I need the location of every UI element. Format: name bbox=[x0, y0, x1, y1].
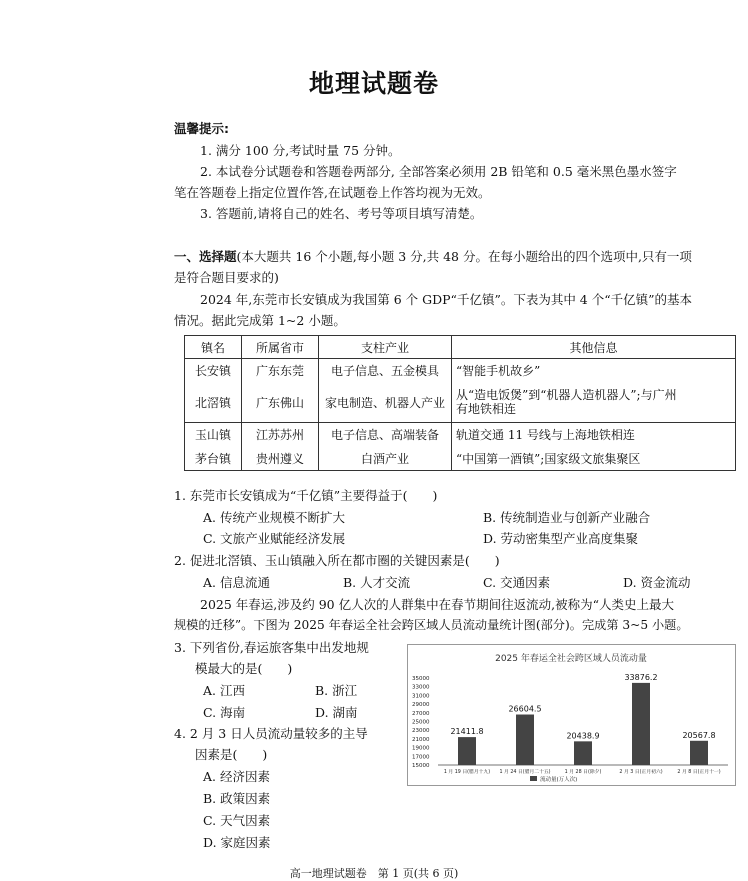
q1-stem: 1. 东莞市长安镇成为“千亿镇”主要得益于( ) bbox=[174, 488, 438, 503]
bar-value-label: 21411.8 bbox=[450, 727, 484, 737]
section-desc-1: (本大题共 16 个小题,每小题 3 分,共 48 分。在每小题给出的四个选项中,只有一项 bbox=[236, 249, 692, 264]
bar-value-label: 20567.8 bbox=[682, 730, 716, 740]
intro2-line-2: 规模的迁移”。下图为 2025 年春运全社会跨区域人员流动量统计图(部分)。完成第 3~5 小题。 bbox=[174, 618, 689, 632]
tips-heading: 温馨提示: bbox=[174, 121, 229, 136]
table-header-cell: 镇名 bbox=[185, 336, 242, 359]
q4-option-d[interactable]: D. 家庭因素 bbox=[203, 835, 271, 850]
table-cell: 广东东莞 bbox=[242, 359, 319, 383]
table-cell: 茅台镇 bbox=[185, 447, 242, 471]
q1-option-c[interactable]: C. 文旅产业赋能经济发展 bbox=[203, 531, 346, 546]
bar-value-label: 20438.9 bbox=[566, 731, 600, 741]
bar-value-label: 33876.2 bbox=[624, 672, 658, 682]
page-title: 地理试题卷 bbox=[308, 69, 439, 98]
table-cell: 长安镇 bbox=[185, 359, 242, 383]
section-heading-row bbox=[174, 247, 692, 265]
bar bbox=[458, 737, 476, 765]
tip-line-1: 1. 满分 100 分,考试时量 75 分钟。 bbox=[200, 143, 401, 158]
table-cell-line: 从“造电饭煲”到“机器人造机器人”;与广州 bbox=[456, 388, 677, 403]
q3-option-a[interactable]: A. 江西 bbox=[203, 683, 245, 698]
table-cell: “智能手机故乡” bbox=[452, 359, 736, 383]
q3-option-c[interactable]: C. 海南 bbox=[203, 705, 246, 720]
section-desc-2: 是符合题目要求的) bbox=[174, 270, 279, 285]
table-header-cell: 支柱产业 bbox=[319, 336, 452, 359]
table-row bbox=[185, 359, 736, 383]
tip-line-4: 3. 答题前,请将自己的姓名、考号等项目填写清楚。 bbox=[200, 206, 483, 221]
town-info-table bbox=[184, 335, 736, 471]
table-header-row bbox=[185, 336, 736, 359]
table-cell: 轨道交通 11 号线与上海地铁相连 bbox=[452, 423, 736, 447]
q4-option-c[interactable]: C. 天气因素 bbox=[203, 813, 271, 828]
intro1-line-1: 2024 年,东莞市长安镇成为我国第 6 个 GDP“千亿镇”。下表为其中 4 个“千亿镇”的基本 bbox=[200, 292, 693, 307]
q2-option-a[interactable]: A. 信息流通 bbox=[203, 575, 270, 590]
q4-stem-1: 4. 2 月 3 日人员流动量较多的主导 bbox=[174, 726, 368, 741]
tip-line-2: 2. 本试卷分试题卷和答题卷两部分, 全部答案必须用 2B 铅笔和 0.5 毫米黑色墨水签字 bbox=[200, 164, 677, 179]
bar bbox=[690, 741, 708, 765]
table-row bbox=[185, 383, 736, 423]
y-tick-label: 27000 bbox=[412, 710, 430, 717]
intro2-line-1: 2025 年春运,涉及约 90 亿人次的人群集中在春节期间往返流动,被称为“人类史上最大 bbox=[200, 597, 674, 612]
q4-option-a[interactable]: A. 经济因素 bbox=[203, 769, 270, 784]
q3-stem-2: 模最大的是( ) bbox=[195, 661, 293, 676]
q4-option-b[interactable]: B. 政策因素 bbox=[203, 791, 271, 806]
legend-label: 流动量(万人次) bbox=[540, 777, 578, 783]
x-tick-label: 1 月 24 日(腊月二十五) bbox=[499, 770, 551, 775]
q1-option-a[interactable]: A. 传统产业规模不断扩大 bbox=[203, 510, 345, 525]
q1-option-b[interactable]: B. 传统制造业与创新产业融合 bbox=[483, 510, 651, 525]
y-tick-label: 31000 bbox=[412, 693, 430, 700]
table-cell-line: 有地铁相连 bbox=[456, 402, 517, 417]
x-tick-label: 1 月 19 日(腊月十九) bbox=[443, 770, 491, 775]
x-tick-label: 2 月 3 日(正月初六) bbox=[619, 770, 663, 775]
q3-option-d[interactable]: D. 湖南 bbox=[315, 705, 358, 720]
y-tick-label: 23000 bbox=[412, 728, 430, 735]
chart-title: 2025 年春运全社会跨区域人员流动量 bbox=[495, 654, 647, 664]
bar-value-label: 26604.5 bbox=[508, 704, 542, 714]
q2-stem: 2. 促进北滘镇、玉山镇融入所在都市圈的关键因素是( ) bbox=[174, 553, 500, 568]
bar bbox=[574, 741, 592, 765]
table-cell: 电子信息、五金模具 bbox=[319, 359, 452, 383]
intro1-line-2: 情况。据此完成第 1~2 小题。 bbox=[174, 313, 346, 328]
y-tick-label: 19000 bbox=[412, 745, 430, 752]
y-tick-label: 25000 bbox=[412, 719, 430, 726]
x-tick-label: 2 月 8 日(正月十一) bbox=[677, 770, 721, 775]
page-footer: 高一地理试题卷 第 1 页(共 6 页) bbox=[289, 867, 459, 880]
tip-line-3: 笔在答题卷上指定位置作答,在试题卷上作答均视为无效。 bbox=[174, 185, 491, 200]
y-tick-label: 17000 bbox=[412, 754, 430, 761]
table-cell: 贵州遵义 bbox=[242, 447, 319, 471]
y-tick-label: 15000 bbox=[412, 763, 430, 769]
q3-option-b[interactable]: B. 浙江 bbox=[315, 683, 358, 698]
table-cell bbox=[452, 383, 736, 423]
table-header-cell: 所属省市 bbox=[242, 336, 319, 359]
table-row bbox=[185, 423, 736, 447]
q2-option-c[interactable]: C. 交通因素 bbox=[483, 575, 551, 590]
flow-chart-svg bbox=[408, 645, 735, 785]
table-header-cell: 其他信息 bbox=[452, 336, 736, 359]
table-cell: 玉山镇 bbox=[185, 423, 242, 447]
y-tick-label: 35000 bbox=[412, 676, 430, 682]
q3-stem-1: 3. 下列省份,春运旅客集中出发地规 bbox=[174, 640, 369, 655]
bar bbox=[632, 683, 650, 765]
table-cell: “中国第一酒镇”;国家级文旅集聚区 bbox=[452, 447, 736, 471]
flow-chart bbox=[407, 644, 736, 786]
section-heading: 一、选择题 bbox=[174, 249, 237, 264]
table-cell: 北滘镇 bbox=[185, 383, 242, 423]
table-cell: 江苏苏州 bbox=[242, 423, 319, 447]
table-cell: 电子信息、高端装备 bbox=[319, 423, 452, 447]
q2-option-b[interactable]: B. 人才交流 bbox=[343, 575, 411, 590]
q1-option-d[interactable]: D. 劳动密集型产业高度集聚 bbox=[483, 531, 639, 546]
q2-option-d[interactable]: D. 资金流动 bbox=[623, 575, 691, 590]
legend-swatch bbox=[530, 776, 537, 781]
q4-stem-2: 因素是( ) bbox=[195, 747, 268, 762]
table-cell: 家电制造、机器人产业 bbox=[319, 383, 452, 423]
x-tick-label: 1 月 28 日(除夕) bbox=[564, 770, 602, 775]
table-cell: 广东佛山 bbox=[242, 383, 319, 423]
table-row bbox=[185, 447, 736, 471]
table-cell: 白酒产业 bbox=[319, 447, 452, 471]
bar bbox=[516, 715, 534, 765]
y-tick-label: 21000 bbox=[412, 736, 430, 743]
y-tick-label: 33000 bbox=[412, 684, 430, 691]
y-tick-label: 29000 bbox=[412, 702, 430, 709]
